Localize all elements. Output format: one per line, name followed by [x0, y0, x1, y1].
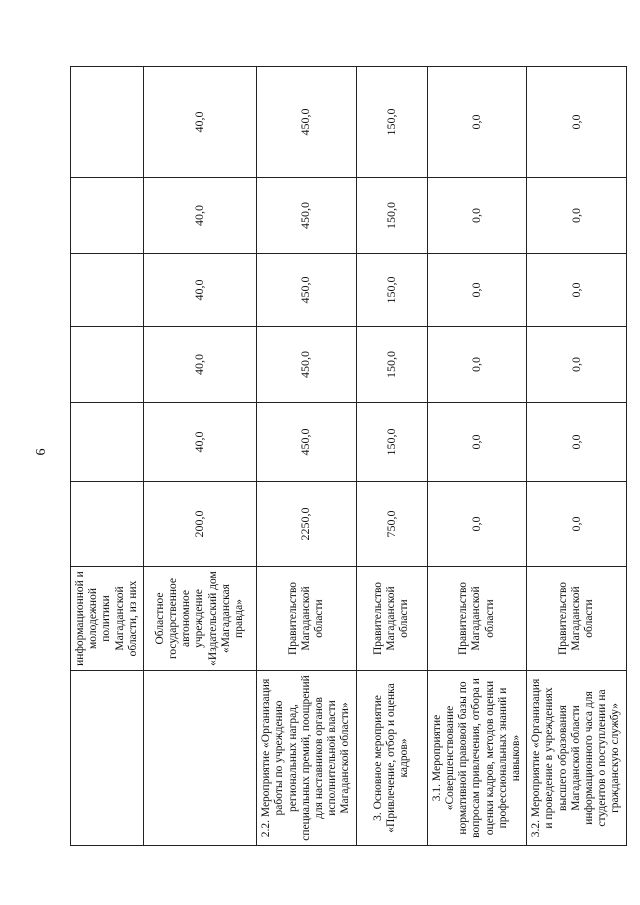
table-row [257, 67, 357, 846]
value-cell-total: 2250,0 [257, 482, 357, 567]
value-cell-total: 0,0 [527, 482, 627, 567]
value-cell-year-5: 450,0 [257, 67, 357, 178]
table-row [427, 67, 527, 846]
measure-cell: 2.2. Мероприятие «Организация работы по учреждению региональных наград, специальных премий, поощрений для наставников органов исполнительной власти Магаданской области» [257, 671, 357, 846]
value-cell-year-3: 40,0 [144, 254, 257, 327]
measure-cell: 3. Основное мероприятие «Привлечение, отбор и оценка кадров» [356, 671, 427, 846]
budget-table [70, 66, 627, 846]
value-cell-year-4: 40,0 [144, 178, 257, 254]
value-cell-year-2: 40,0 [144, 327, 257, 403]
value-cell-year-5: 40,0 [144, 67, 257, 178]
value-cell-year-4 [71, 178, 144, 254]
executor-cell: Правительство Магаданской области [356, 567, 427, 671]
measure-cell [71, 671, 144, 846]
value-cell-year-1: 450,0 [257, 403, 357, 482]
executor-cell: Правительство Магаданской области [427, 567, 527, 671]
executor-cell: информационной и молодежной политики Магаданской области, из них [71, 567, 144, 671]
value-cell-year-5: 0,0 [427, 67, 527, 178]
value-cell-year-1: 0,0 [427, 403, 527, 482]
value-cell-year-3: 450,0 [257, 254, 357, 327]
value-cell-year-2: 0,0 [527, 327, 627, 403]
value-cell-year-1: 150,0 [356, 403, 427, 482]
rotated-table-container [70, 67, 622, 846]
value-cell-year-1: 40,0 [144, 403, 257, 482]
value-cell-total: 750,0 [356, 482, 427, 567]
measure-cell: 3.2. Мероприятие «Организация и проведение в учреждениях высшего образования Магаданской области информационного часа для студентов о поступлении на гражданскую службу» [527, 671, 627, 846]
table-row [356, 67, 427, 846]
value-cell-year-2 [71, 327, 144, 403]
value-cell-total [71, 482, 144, 567]
value-cell-year-4: 450,0 [257, 178, 357, 254]
value-cell-year-4: 0,0 [527, 178, 627, 254]
value-cell-year-4: 0,0 [427, 178, 527, 254]
value-cell-year-5 [71, 67, 144, 178]
value-cell-year-4: 150,0 [356, 178, 427, 254]
value-cell-year-5: 150,0 [356, 67, 427, 178]
table-row [71, 67, 144, 846]
page-number: 6 [34, 448, 49, 456]
value-cell-year-3: 0,0 [427, 254, 527, 327]
value-cell-total: 200,0 [144, 482, 257, 567]
executor-cell: Областное государственное автономное учреждение «Издательский дом «Магаданская правда» [144, 567, 257, 671]
value-cell-year-2: 150,0 [356, 327, 427, 403]
table-row [527, 67, 627, 846]
value-cell-year-3: 0,0 [527, 254, 627, 327]
value-cell-year-3 [71, 254, 144, 327]
value-cell-year-3: 150,0 [356, 254, 427, 327]
value-cell-year-1 [71, 403, 144, 482]
value-cell-year-2: 0,0 [427, 327, 527, 403]
value-cell-year-5: 0,0 [527, 67, 627, 178]
measure-cell [144, 671, 257, 846]
value-cell-year-1: 0,0 [527, 403, 627, 482]
value-cell-year-2: 450,0 [257, 327, 357, 403]
executor-cell: Правительство Магаданской области [257, 567, 357, 671]
value-cell-total: 0,0 [427, 482, 527, 567]
table-row [144, 67, 257, 846]
measure-cell: 3.1. Мероприятие «Совершенствование нормативной правовой базы по вопросам привлечения, отбора и оценки кадров, методов оценки профессиональных знаний и навыков» [427, 671, 527, 846]
executor-cell: Правительство Магаданской области [527, 567, 627, 671]
